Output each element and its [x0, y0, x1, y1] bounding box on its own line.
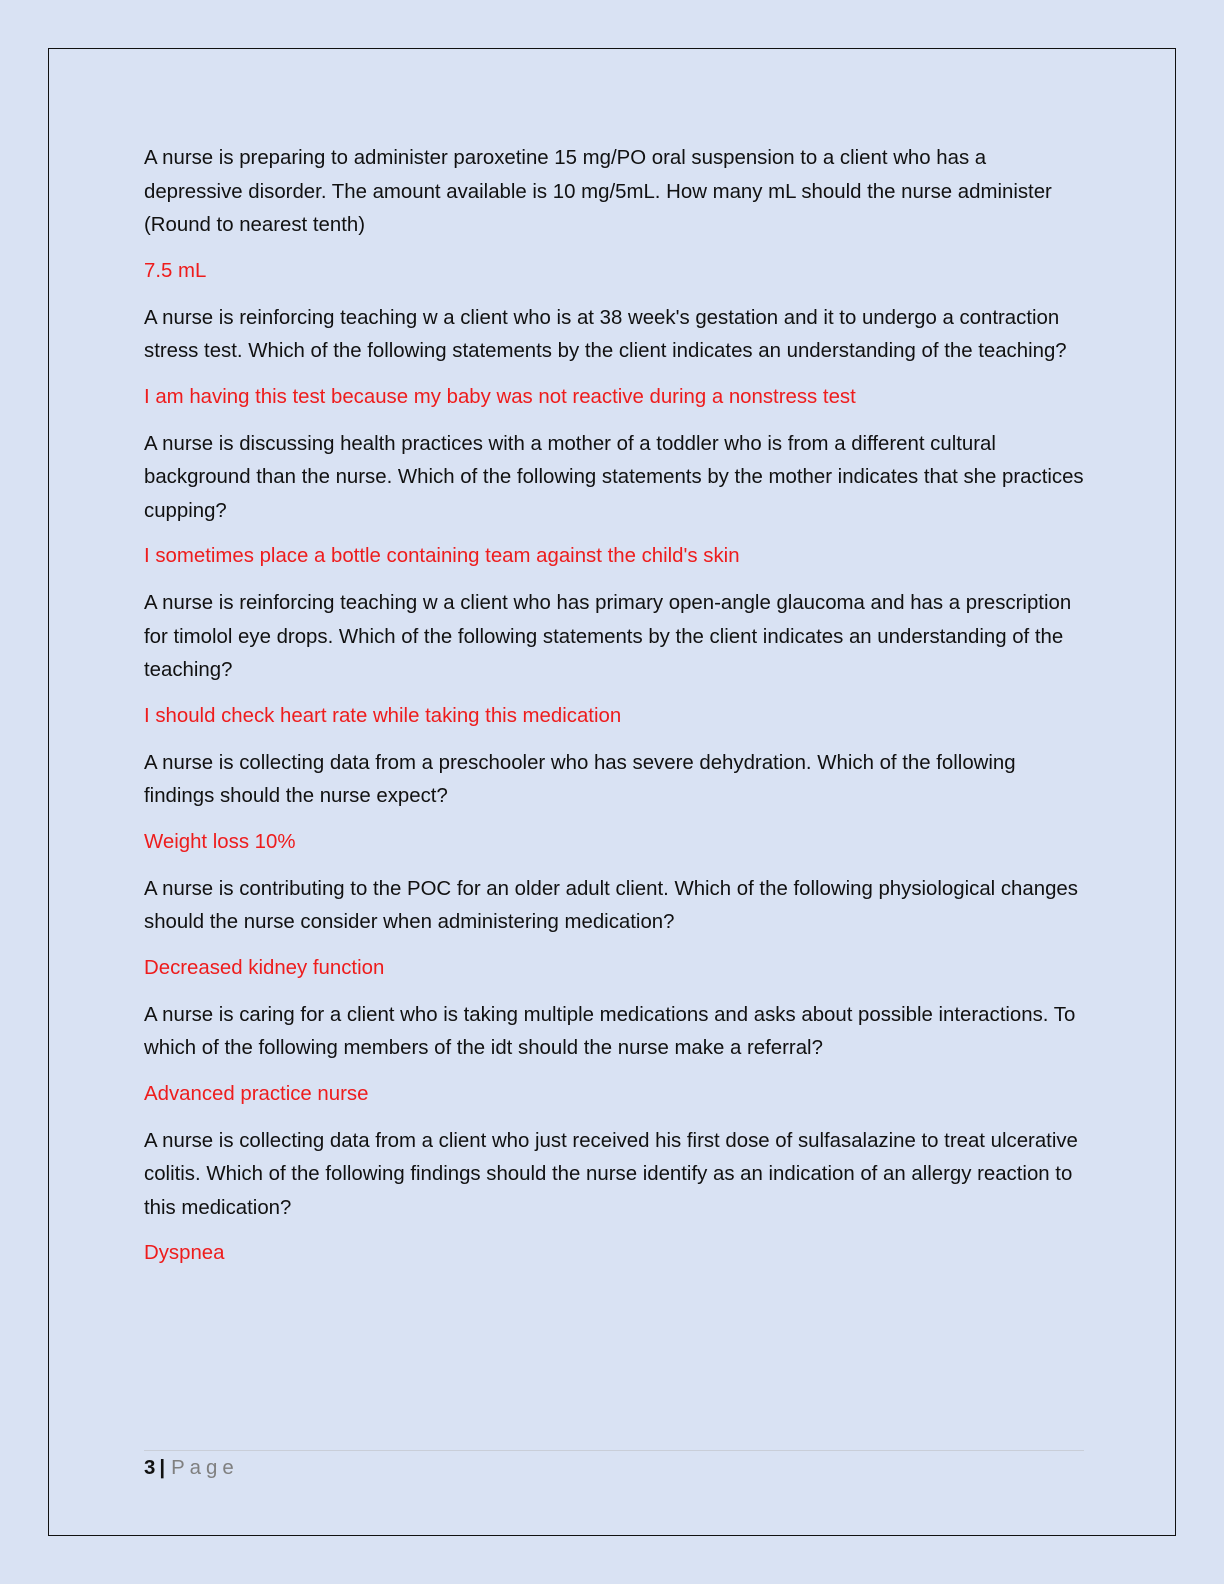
answer-text: Weight loss 10%: [144, 830, 296, 853]
footer-divider: [144, 1450, 1084, 1451]
answer-text: Advanced practice nurse: [144, 1082, 369, 1105]
footer-separator: |: [159, 1457, 166, 1479]
answer-text: Decreased kidney function: [144, 956, 385, 979]
question-text: A nurse is contributing to the POC for an older adult client. Which of the following physiological changes should the nurse consider when administering medication?: [144, 877, 1078, 933]
question-text: A nurse is reinforcing teaching w a client who has primary open-angle glaucoma and has a prescription for timolol eye drops. Which of the following statements by the client indicates an understanding of the teaching?: [144, 592, 1072, 681]
answer-text: I sometimes place a bottle containing team against the child's skin: [144, 545, 740, 567]
answer-text: 7.5 mL: [144, 259, 207, 282]
page-footer: [144, 1454, 239, 1482]
answer-text: I should check heart rate while taking this medication: [144, 704, 622, 727]
question-text: A nurse is caring for a client who is taking multiple medications and asks about possible interactions. To which of the following members of the idt should the nurse make a referral?: [144, 1003, 1076, 1059]
answer-text: Dyspnea: [144, 1242, 225, 1264]
page-label: Page: [171, 1457, 239, 1479]
question-text: A nurse is discussing health practices with a mother of a toddler who is from a different cultural background than the nurse. Which of the following statements by the mother indicates that she practices cupping?: [144, 432, 1084, 522]
answer-text: I am having this test because my baby was not reactive during a nonstress test: [144, 385, 856, 408]
question-text: A nurse is collecting data from a preschooler who has severe dehydration. Which of the following findings should the nurse expect?: [144, 751, 1016, 807]
question-text: A nurse is preparing to administer paroxetine 15 mg/PO oral suspension to a client who has a depressive disorder. The amount available is 10 mg/5mL. How many mL should the nurse administer (Round to nearest tenth): [144, 147, 1052, 236]
question-text: A nurse is collecting data from a client who just received his first dose of sulfasalazine to treat ulcerative colitis. Which of the following findings should the nurse identify as an indication of an allergy reaction to this medication?: [144, 1129, 1078, 1219]
page-number: 3: [144, 1457, 156, 1479]
question-text: A nurse is reinforcing teaching w a client who is at 38 week's gestation and it to undergo a contraction stress test. Which of the following statements by the client indicates an understanding of the teaching?: [144, 306, 1067, 362]
document-body: [144, 142, 1084, 1284]
